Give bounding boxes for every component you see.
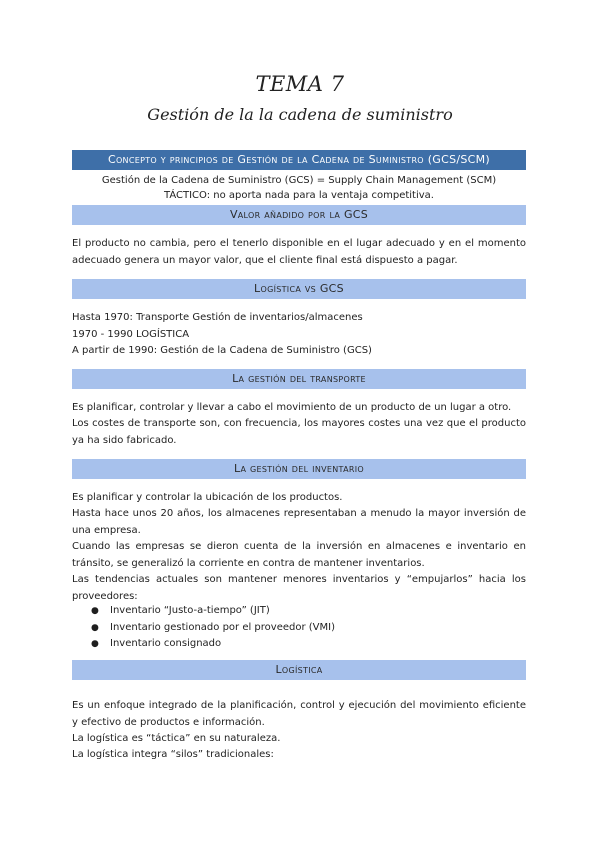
page-subtitle: Gestión de la la cadena de suministro [147, 105, 453, 124]
list-item [72, 620, 526, 637]
section-heading-logistica: Logística [72, 660, 526, 680]
text-line: Hasta 1970: Transporte Gestión de inventarios/almacenes [72, 312, 363, 323]
section-heading-transporte: La gestión del transporte [72, 369, 526, 389]
section-concepto-body [72, 173, 526, 203]
paragraph: Es planificar y controlar la ubicación de los productos. [72, 492, 343, 503]
bullet-icon: ● [91, 606, 99, 616]
text-line: A partir de 1990: Gestión de la Cadena de Suministro (GCS) [72, 345, 372, 356]
bullet-icon: ● [91, 639, 99, 649]
text-line: TÁCTICO: no aporta nada para la ventaja competitiva. [164, 190, 434, 201]
bullet-icon: ● [91, 622, 99, 633]
paragraph: La logística es “táctica” en su naturaleza. [72, 733, 281, 744]
section-heading-logistica-vs-gcs: Logística vs GCS [72, 279, 526, 299]
section-heading-concepto: Concepto y principios de Gestión de la Cadena de Suministro (GCS/SCM) [72, 150, 526, 170]
list-item-text: Inventario consignado [110, 638, 222, 649]
section-heading-valor: Valor añadido por la GCS [72, 205, 526, 225]
section-logistica-vs-gcs-body [72, 310, 526, 360]
section-heading-inventario: La gestión del inventario [72, 459, 526, 479]
list-item [72, 603, 526, 620]
bullet-list [72, 603, 526, 653]
paragraph: Es un enfoque integrado de la planificación, control y ejecución del movimiento eficiente y efectivo de productos e información. [72, 700, 526, 728]
paragraph: El producto no cambia, pero el tenerlo disponible en el lugar adecuado y en el momento adecuado genera un mayor valor, que el cliente final está dispuesto a pagar. [72, 238, 526, 266]
list-item [72, 636, 526, 653]
list-item-text: Inventario “Justo-a-tiempo” (JIT) [110, 605, 270, 616]
paragraph: Cuando las empresas se dieron cuenta de la inversión en almacenes e inventario en tránsito, se generalizó la corriente en contra de mantener inventarios. [72, 541, 526, 569]
paragraph: Hasta hace unos 20 años, los almacenes representaban a menudo la mayor inversión de una empresa. [72, 508, 526, 536]
page-title: TEMA 7 [255, 72, 345, 96]
paragraph: La logística integra “silos” tradicionales: [72, 749, 274, 760]
paragraph: Los costes de transporte son, con frecuencia, los mayores costes una vez que el producto ya ha sido fabricado. [72, 418, 526, 446]
text-line: Gestión de la Cadena de Suministro (GCS) = Supply Chain Management (SCM) [101, 175, 497, 186]
paragraph: Las tendencias actuales son mantener menores inventarios y “empujarlos” hacia los proveedores: [72, 574, 526, 602]
list-item-text: Inventario gestionado por el proveedor (VMI) [110, 621, 335, 633]
paragraph: Es planificar, controlar y llevar a cabo el movimiento de un producto de un lugar a otro. [72, 402, 512, 413]
text-line: 1970 - 1990 LOGÍSTICA [72, 328, 190, 340]
